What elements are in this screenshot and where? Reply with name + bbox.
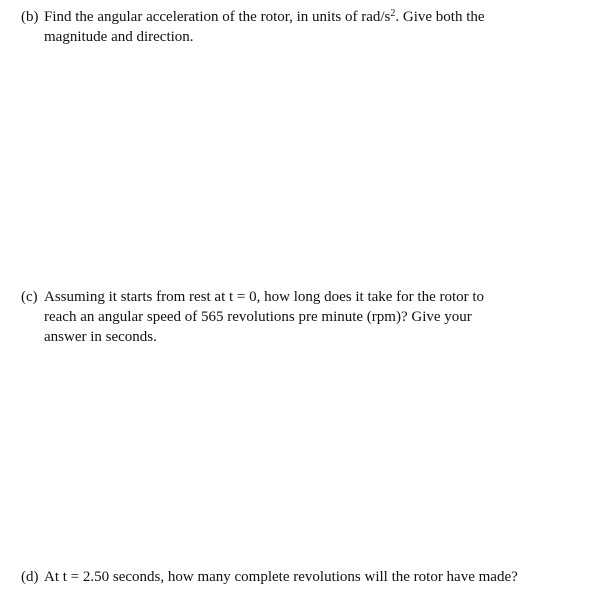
question-c-line-1 bbox=[21, 287, 581, 307]
question-d-text-1: At t = 2.50 seconds, how many complete revolutions will the rotor have made? bbox=[44, 569, 518, 585]
question-b-text-start: Find the angular acceleration of the rotor, in units of rad/s bbox=[44, 9, 391, 25]
question-c-text-1: Assuming it starts from rest at t = 0, how long does it take for the rotor to bbox=[44, 289, 485, 305]
question-c-label: (c) bbox=[21, 289, 38, 305]
question-d bbox=[21, 567, 581, 587]
question-c-line-2: reach an angular speed of 565 revolutions pre minute (rpm)? Give your bbox=[44, 309, 472, 325]
question-b-label: (b) bbox=[21, 9, 39, 25]
question-b-line-1 bbox=[21, 7, 581, 27]
question-b-line-2: magnitude and direction. bbox=[44, 29, 194, 45]
question-b-superscript: 2 bbox=[390, 8, 396, 19]
question-c bbox=[21, 287, 581, 347]
question-d-line-1 bbox=[21, 567, 581, 587]
question-d-label: (d) bbox=[21, 569, 39, 585]
question-b bbox=[21, 7, 581, 47]
question-c-line-3: answer in seconds. bbox=[44, 329, 157, 345]
question-b-text-end: . Give both the bbox=[395, 9, 485, 25]
